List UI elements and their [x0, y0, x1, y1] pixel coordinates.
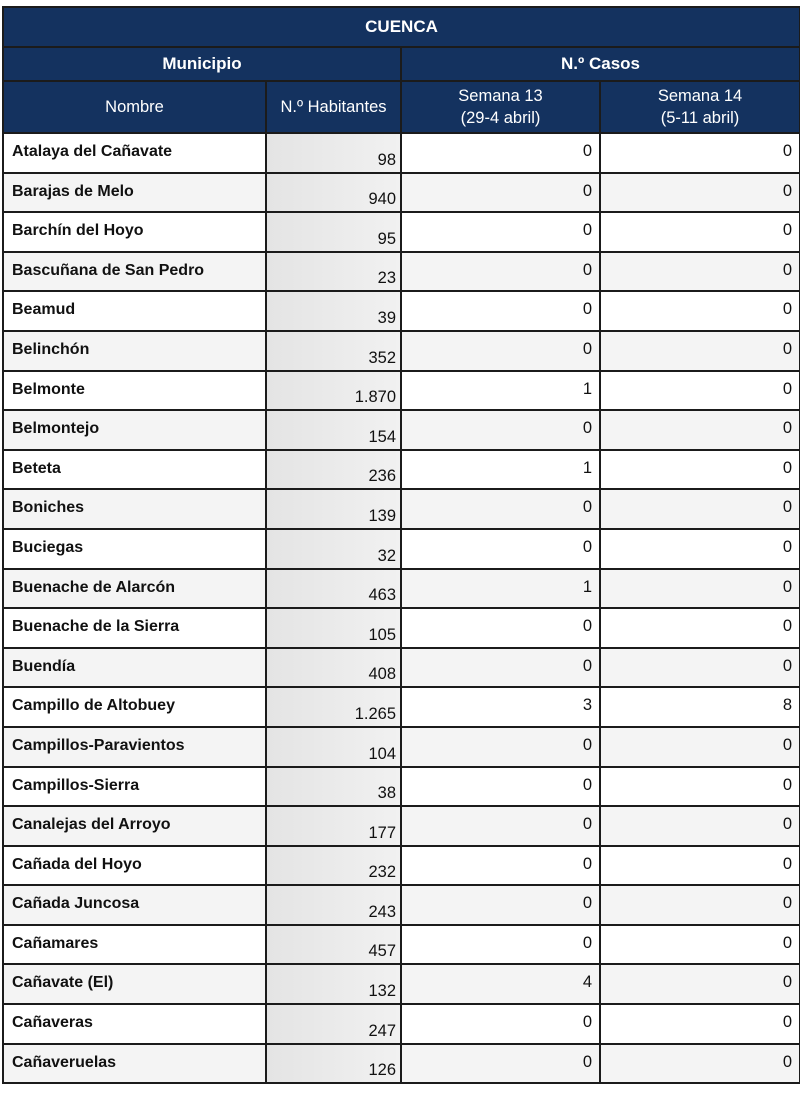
- cell-semana14: 0: [600, 252, 800, 292]
- cell-semana13: 1: [401, 371, 600, 411]
- cell-nombre: Belmonte: [3, 371, 266, 411]
- cell-habitantes: 98: [266, 133, 401, 173]
- cell-nombre: Boniches: [3, 489, 266, 529]
- cell-habitantes: 126: [266, 1044, 401, 1084]
- cell-semana13: 3: [401, 687, 600, 727]
- cell-semana13: 0: [401, 806, 600, 846]
- table-body: [3, 133, 800, 1083]
- cell-nombre: Buenache de la Sierra: [3, 608, 266, 648]
- semana13-dates: (29-4 abril): [460, 109, 541, 127]
- cell-nombre: Cañada del Hoyo: [3, 846, 266, 886]
- cell-semana13: 0: [401, 925, 600, 965]
- cell-semana13: 0: [401, 291, 600, 331]
- cell-habitantes: 236: [266, 450, 401, 490]
- cell-nombre: Campillos-Sierra: [3, 767, 266, 807]
- table-row: [3, 529, 800, 569]
- cell-nombre: Beamud: [3, 291, 266, 331]
- table-row: [3, 489, 800, 529]
- cell-nombre: Cañamares: [3, 925, 266, 965]
- cell-semana14: 0: [600, 964, 800, 1004]
- table-row: [3, 291, 800, 331]
- cell-semana14: 0: [600, 767, 800, 807]
- cell-semana13: 0: [401, 1044, 600, 1084]
- table-row: [3, 964, 800, 1004]
- cell-semana14: 0: [600, 1004, 800, 1044]
- cell-nombre: Barchín del Hoyo: [3, 212, 266, 252]
- cell-semana13: 0: [401, 727, 600, 767]
- cell-semana13: 0: [401, 767, 600, 807]
- cell-nombre: Cañavate (El): [3, 964, 266, 1004]
- cell-habitantes: 95: [266, 212, 401, 252]
- group-header-municipio: Municipio: [3, 47, 401, 81]
- column-header-semana14: [600, 81, 800, 133]
- cell-semana13: 4: [401, 964, 600, 1004]
- cell-semana13: 0: [401, 133, 600, 173]
- cases-table-container: [2, 6, 799, 1084]
- column-header-nombre: Nombre: [3, 81, 266, 133]
- cell-nombre: Barajas de Melo: [3, 173, 266, 213]
- cell-semana13: 0: [401, 212, 600, 252]
- cell-habitantes: 243: [266, 885, 401, 925]
- cell-semana13: 0: [401, 410, 600, 450]
- cell-habitantes: 104: [266, 727, 401, 767]
- cell-habitantes: 457: [266, 925, 401, 965]
- cell-semana14: 0: [600, 291, 800, 331]
- table-row: [3, 450, 800, 490]
- cell-semana14: 0: [600, 529, 800, 569]
- cell-semana14: 0: [600, 925, 800, 965]
- column-header-semana13: [401, 81, 600, 133]
- cell-semana13: 0: [401, 1004, 600, 1044]
- cell-nombre: Buciegas: [3, 529, 266, 569]
- table-row: [3, 727, 800, 767]
- cell-nombre: Campillos-Paravientos: [3, 727, 266, 767]
- cell-semana14: 0: [600, 489, 800, 529]
- cell-semana14: 0: [600, 885, 800, 925]
- cell-habitantes: 408: [266, 648, 401, 688]
- cell-semana14: 0: [600, 331, 800, 371]
- cell-semana14: 0: [600, 648, 800, 688]
- table-row: [3, 569, 800, 609]
- semana14-dates: (5-11 abril): [660, 109, 740, 127]
- cell-semana13: 0: [401, 173, 600, 213]
- table-row: [3, 925, 800, 965]
- cell-semana14: 0: [600, 806, 800, 846]
- cell-nombre: Canalejas del Arroyo: [3, 806, 266, 846]
- cell-nombre: Bascuñana de San Pedro: [3, 252, 266, 292]
- cell-semana14: 8: [600, 687, 800, 727]
- table-row: [3, 687, 800, 727]
- cell-semana14: 0: [600, 410, 800, 450]
- table-row: [3, 252, 800, 292]
- cell-semana14: 0: [600, 212, 800, 252]
- cell-semana13: 1: [401, 450, 600, 490]
- cell-nombre: Cañada Juncosa: [3, 885, 266, 925]
- cell-semana14: 0: [600, 846, 800, 886]
- cell-nombre: Beteta: [3, 450, 266, 490]
- cell-semana13: 0: [401, 648, 600, 688]
- cell-semana14: 0: [600, 727, 800, 767]
- cell-nombre: Cañaveruelas: [3, 1044, 266, 1084]
- cell-habitantes: 23: [266, 252, 401, 292]
- table-row: [3, 173, 800, 213]
- cell-nombre: Belinchón: [3, 331, 266, 371]
- cell-semana13: 0: [401, 331, 600, 371]
- cell-habitantes: 139: [266, 489, 401, 529]
- cell-habitantes: 247: [266, 1004, 401, 1044]
- cell-habitantes: 463: [266, 569, 401, 609]
- cell-nombre: Cañaveras: [3, 1004, 266, 1044]
- cell-habitantes: 352: [266, 331, 401, 371]
- group-header-casos: N.º Casos: [401, 47, 800, 81]
- cell-semana14: 0: [600, 608, 800, 648]
- semana14-label: Semana 14: [657, 87, 743, 105]
- cell-nombre: Buendía: [3, 648, 266, 688]
- cell-habitantes: 1.870: [266, 371, 401, 411]
- cell-habitantes: 940: [266, 173, 401, 213]
- cell-semana13: 0: [401, 885, 600, 925]
- table-row: [3, 885, 800, 925]
- table-row: [3, 410, 800, 450]
- table-row: [3, 371, 800, 411]
- cell-semana14: 0: [600, 569, 800, 609]
- group-header-row: [3, 47, 800, 81]
- cell-semana13: 0: [401, 846, 600, 886]
- table-row: [3, 212, 800, 252]
- table-row: [3, 767, 800, 807]
- table-row: [3, 608, 800, 648]
- cell-habitantes: 177: [266, 806, 401, 846]
- cell-semana13: 1: [401, 569, 600, 609]
- semana13-label: Semana 13: [458, 87, 543, 105]
- cell-habitantes: 38: [266, 767, 401, 807]
- table-row: [3, 1004, 800, 1044]
- table-row: [3, 331, 800, 371]
- cell-habitantes: 132: [266, 964, 401, 1004]
- cases-table: [2, 6, 800, 1084]
- column-header-row: [3, 81, 800, 133]
- cell-habitantes: 39: [266, 291, 401, 331]
- cell-nombre: Atalaya del Cañavate: [3, 133, 266, 173]
- table-row: [3, 806, 800, 846]
- cell-nombre: Buenache de Alarcón: [3, 569, 266, 609]
- cell-semana13: 0: [401, 608, 600, 648]
- cell-habitantes: 105: [266, 608, 401, 648]
- cell-habitantes: 1.265: [266, 687, 401, 727]
- cell-semana13: 0: [401, 252, 600, 292]
- table-row: [3, 648, 800, 688]
- cell-semana13: 0: [401, 489, 600, 529]
- cell-semana14: 0: [600, 133, 800, 173]
- table-row: [3, 133, 800, 173]
- cell-semana13: 0: [401, 529, 600, 569]
- cell-habitantes: 32: [266, 529, 401, 569]
- table-row: [3, 846, 800, 886]
- cell-semana14: 0: [600, 371, 800, 411]
- table-row: [3, 1044, 800, 1084]
- cell-semana14: 0: [600, 1044, 800, 1084]
- cell-habitantes: 154: [266, 410, 401, 450]
- cell-semana14: 0: [600, 173, 800, 213]
- column-header-habitantes: N.º Habitantes: [266, 81, 401, 133]
- table-title: CUENCA: [3, 7, 800, 47]
- cell-nombre: Belmontejo: [3, 410, 266, 450]
- cell-habitantes: 232: [266, 846, 401, 886]
- cell-semana14: 0: [600, 450, 800, 490]
- cell-nombre: Campillo de Altobuey: [3, 687, 266, 727]
- table-title-row: [3, 7, 800, 47]
